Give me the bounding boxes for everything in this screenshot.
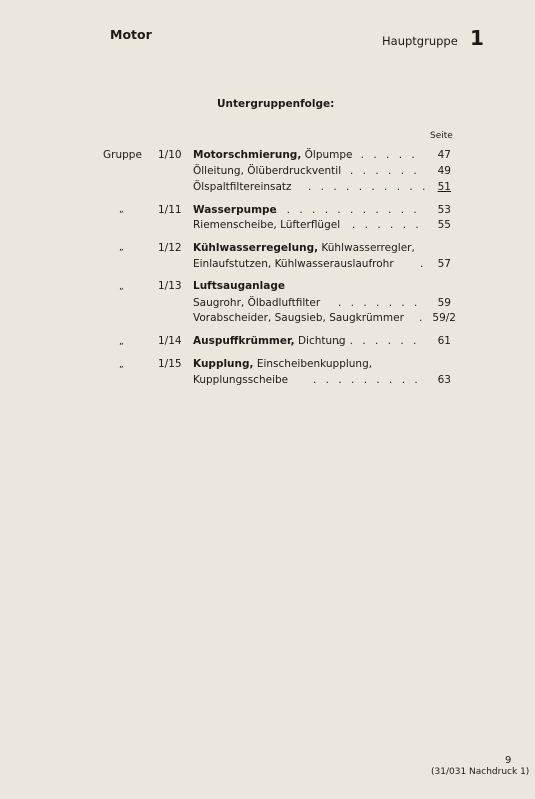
page-ref: 51 [437,181,451,193]
entry-bold: Kupplung, [193,358,254,370]
page-column-header: Seite [430,131,453,141]
entry-number: 1/12 [158,242,182,254]
entry-line [193,242,415,254]
leader-dots: . . . . . . . . . [313,374,421,386]
entry-line: Ölspaltfiltereinsatz [193,181,292,193]
group-number: 1 [470,26,484,50]
leader-dots: . . . . . . [348,149,418,161]
ditto-mark: „ [119,337,124,347]
page-ref: 59 [437,297,451,309]
entry-line [193,149,353,161]
leader-dots: . . . . . . . . . . [308,181,429,193]
ditto-mark: „ [119,205,124,215]
section-title: Motor [110,27,152,42]
leader-dots: . . . . . . . [337,335,420,347]
entry-line: Saugrohr, Ölbadluftfilter [193,297,321,309]
leader-dots: . [419,312,426,324]
leader-dots: . . . . . . [350,165,420,177]
page-ref: 61 [437,335,451,347]
print-note: (31/031 Nachdruck 1) [431,767,530,777]
ditto-mark: „ [119,243,124,253]
page-ref: 57 [437,258,451,270]
entry-number: 1/14 [158,335,182,347]
entry-line [193,335,345,347]
group-label: Hauptgruppe [382,34,458,48]
leader-dots: . . . . . . [352,219,422,231]
page-ref: 55 [437,219,451,231]
subgroup-heading: Untergruppenfolge: [217,98,335,110]
entry-line: Kupplungsscheibe [193,374,289,386]
entry-number: 1/13 [158,280,182,292]
entry-line: Vorabscheider, Saugsieb, Saugkrümmer [193,312,404,324]
ditto-mark: „ [119,360,124,370]
leader-dots: . . . . . . . . . . . . [274,204,420,216]
entry-number: 1/11 [158,204,182,216]
entry-bold: Kühlwasserregelung, [193,242,319,254]
entry-text: Kühlwasserregler, [318,242,415,254]
page-number: 9 [505,755,512,766]
entry-line: Einlaufstutzen, Kühlwasserauslaufrohr [193,258,394,270]
entry-number: 1/10 [158,149,182,161]
entry-bold: Motorschmierung, [193,149,302,161]
entry-text: Dichtung [294,335,346,347]
page-ref: 49 [437,165,451,177]
page-ref: 53 [437,204,451,216]
page-ref: 63 [437,374,451,386]
entry-bold: Wasserpumpe [193,204,277,216]
entry-bold: Luftsauganlage [193,280,285,292]
entry-number: 1/15 [158,358,182,370]
entry-bold: Auspuffkrümmer, [193,335,295,347]
entry-line [193,358,372,370]
leader-dots: . [420,258,427,270]
page-ref: 47 [437,149,451,161]
ditto-mark: „ [119,282,124,292]
entry-line: Ölleitung, Ölüberdruckventil [193,165,342,177]
leader-dots: . . . . . . . [338,297,421,309]
entry-text: Ölpumpe [301,149,353,161]
entry-text: Einscheibenkupplung, [253,358,373,370]
entry-line: Riemenscheibe, Lüfterflügel [193,219,341,231]
gruppe-label: Gruppe [103,149,142,161]
page-ref: 59/2 [432,312,456,324]
